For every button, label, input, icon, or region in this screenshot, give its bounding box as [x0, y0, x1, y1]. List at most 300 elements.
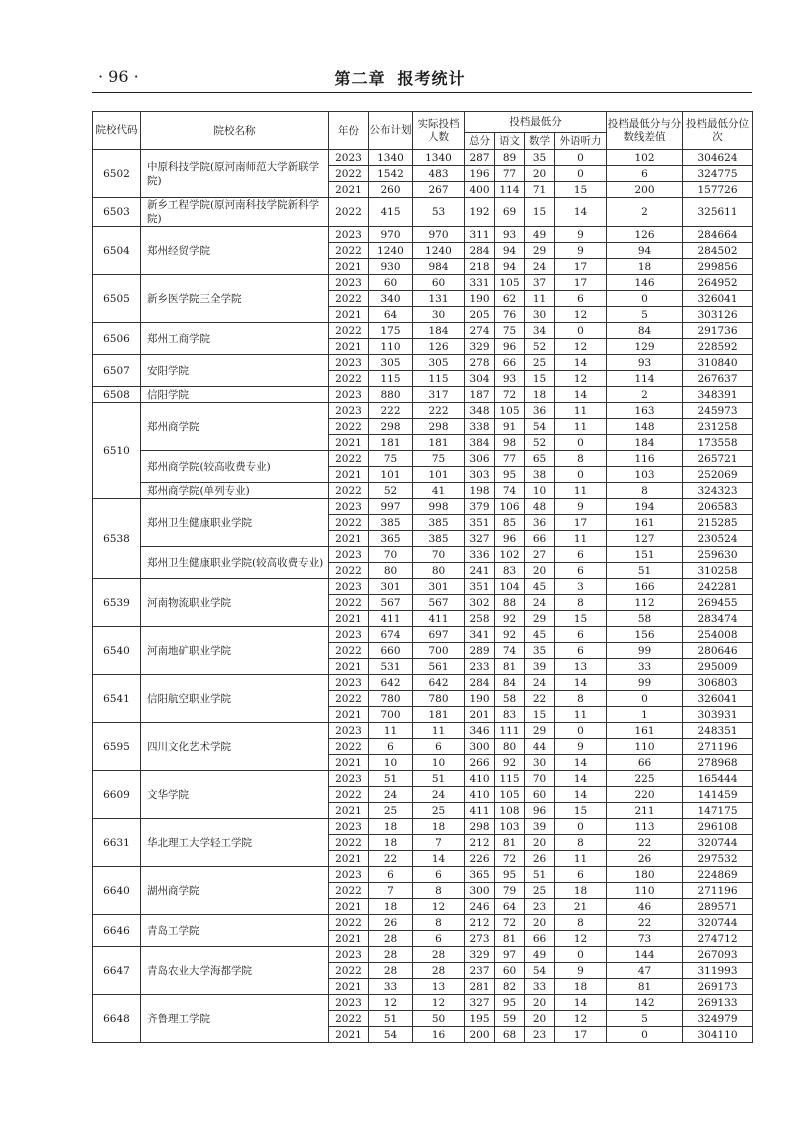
cell-listening: 15 — [555, 182, 607, 198]
cell-actual: 16 — [413, 1027, 465, 1043]
cell-rank: 291736 — [683, 323, 753, 339]
cell-total: 187 — [465, 387, 495, 403]
cell-listening: 17 — [555, 515, 607, 531]
cell-diff: 0 — [607, 1027, 683, 1043]
cell-plan: 7 — [369, 883, 413, 899]
cell-listening: 12 — [555, 307, 607, 323]
cell-rank: 224869 — [683, 867, 753, 883]
cell-math: 38 — [525, 467, 555, 483]
cell-rank: 245973 — [683, 403, 753, 419]
cell-diff: 129 — [607, 339, 683, 355]
cell-rank: 297532 — [683, 851, 753, 867]
col-header-year: 年份 — [329, 112, 369, 150]
school-code: 6503 — [93, 198, 141, 227]
cell-listening: 14 — [555, 387, 607, 403]
cell-math: 18 — [525, 387, 555, 403]
col-header-actual: 实际投档人数 — [413, 112, 465, 150]
cell-total: 384 — [465, 435, 495, 451]
cell-diff: 148 — [607, 419, 683, 435]
cell-total: 302 — [465, 595, 495, 611]
cell-diff: 200 — [607, 182, 683, 198]
cell-chinese: 84 — [495, 675, 525, 691]
cell-chinese: 83 — [495, 563, 525, 579]
cell-year: 2022 — [329, 371, 369, 387]
school-name: 文华学院 — [141, 771, 329, 819]
cell-rank: 304624 — [683, 150, 753, 166]
table-row — [93, 483, 753, 499]
cell-rank: 259630 — [683, 547, 753, 563]
cell-total: 329 — [465, 947, 495, 963]
cell-year: 2022 — [329, 243, 369, 259]
cell-plan: 531 — [369, 659, 413, 675]
cell-total: 411 — [465, 803, 495, 819]
cell-plan: 930 — [369, 259, 413, 275]
cell-total: 205 — [465, 307, 495, 323]
school-name: 郑州商学院 — [141, 403, 329, 451]
cell-diff: 194 — [607, 499, 683, 515]
cell-math: 52 — [525, 339, 555, 355]
cell-chinese: 97 — [495, 947, 525, 963]
cell-chinese: 93 — [495, 371, 525, 387]
cell-rank: 271196 — [683, 883, 753, 899]
cell-total: 298 — [465, 819, 495, 835]
cell-total: 200 — [465, 1027, 495, 1043]
cell-math: 33 — [525, 979, 555, 995]
school-name: 信阳航空职业学院 — [141, 675, 329, 723]
cell-math: 36 — [525, 515, 555, 531]
school-code: 6539 — [93, 579, 141, 627]
cell-total: 226 — [465, 851, 495, 867]
cell-year: 2021 — [329, 467, 369, 483]
cell-total: 327 — [465, 531, 495, 547]
cell-diff: 166 — [607, 579, 683, 595]
cell-rank: 248351 — [683, 723, 753, 739]
cell-diff: 102 — [607, 150, 683, 166]
cell-total: 341 — [465, 627, 495, 643]
school-name: 郑州商学院(较高收费专业) — [141, 451, 329, 483]
table-row — [93, 198, 753, 227]
cell-rank: 284502 — [683, 243, 753, 259]
cell-total: 351 — [465, 579, 495, 595]
cell-chinese: 94 — [495, 259, 525, 275]
cell-diff: 66 — [607, 755, 683, 771]
cell-listening: 8 — [555, 451, 607, 467]
school-name: 四川文化艺术学院 — [141, 723, 329, 771]
cell-total: 400 — [465, 182, 495, 198]
cell-actual: 6 — [413, 931, 465, 947]
cell-listening: 14 — [555, 355, 607, 371]
cell-plan: 222 — [369, 403, 413, 419]
cell-listening: 9 — [555, 963, 607, 979]
cell-diff: 18 — [607, 259, 683, 275]
cell-actual: 115 — [413, 371, 465, 387]
cell-diff: 26 — [607, 851, 683, 867]
cell-plan: 1340 — [369, 150, 413, 166]
cell-diff: 73 — [607, 931, 683, 947]
cell-chinese: 64 — [495, 899, 525, 915]
cell-actual: 181 — [413, 435, 465, 451]
school-code: 6595 — [93, 723, 141, 771]
cell-diff: 1 — [607, 707, 683, 723]
cell-year: 2022 — [329, 835, 369, 851]
cell-year: 2022 — [329, 963, 369, 979]
cell-listening: 0 — [555, 166, 607, 182]
cell-actual: 411 — [413, 611, 465, 627]
cell-year: 2023 — [329, 675, 369, 691]
cell-math: 44 — [525, 739, 555, 755]
cell-diff: 6 — [607, 166, 683, 182]
cell-chinese: 81 — [495, 931, 525, 947]
col-header-code: 院校代码 — [93, 112, 141, 150]
cell-listening: 6 — [555, 627, 607, 643]
cell-plan: 385 — [369, 515, 413, 531]
school-name: 信阳学院 — [141, 387, 329, 403]
school-code: 6507 — [93, 355, 141, 387]
cell-actual: 1340 — [413, 150, 465, 166]
cell-year: 2023 — [329, 579, 369, 595]
cell-year: 2022 — [329, 166, 369, 182]
cell-diff: 2 — [607, 198, 683, 227]
cell-plan: 51 — [369, 1011, 413, 1027]
cell-chinese: 93 — [495, 227, 525, 243]
cell-total: 410 — [465, 787, 495, 803]
cell-diff: 151 — [607, 547, 683, 563]
cell-total: 212 — [465, 915, 495, 931]
cell-year: 2021 — [329, 659, 369, 675]
cell-actual: 53 — [413, 198, 465, 227]
cell-plan: 305 — [369, 355, 413, 371]
cell-listening: 14 — [555, 675, 607, 691]
cell-listening: 6 — [555, 547, 607, 563]
cell-math: 66 — [525, 931, 555, 947]
school-code: 6640 — [93, 867, 141, 915]
cell-diff: 33 — [607, 659, 683, 675]
cell-listening: 18 — [555, 979, 607, 995]
cell-plan: 6 — [369, 867, 413, 883]
cell-total: 338 — [465, 419, 495, 435]
cell-actual: 567 — [413, 595, 465, 611]
cell-actual: 75 — [413, 451, 465, 467]
col-header-name: 院校名称 — [141, 112, 329, 150]
cell-rank: 271196 — [683, 739, 753, 755]
cell-math: 30 — [525, 755, 555, 771]
cell-total: 348 — [465, 403, 495, 419]
cell-year: 2021 — [329, 182, 369, 198]
cell-year: 2022 — [329, 323, 369, 339]
cell-rank: 274712 — [683, 931, 753, 947]
cell-total: 327 — [465, 995, 495, 1011]
cell-year: 2022 — [329, 451, 369, 467]
cell-plan: 997 — [369, 499, 413, 515]
cell-total: 336 — [465, 547, 495, 563]
school-name: 郑州商学院(单列专业) — [141, 483, 329, 499]
col-header-listening: 外语听力 — [555, 133, 607, 150]
cell-plan: 411 — [369, 611, 413, 627]
school-name: 郑州工商学院 — [141, 323, 329, 355]
cell-plan: 25 — [369, 803, 413, 819]
school-name: 华北理工大学轻工学院 — [141, 819, 329, 867]
cell-plan: 26 — [369, 915, 413, 931]
cell-actual: 70 — [413, 547, 465, 563]
cell-diff: 0 — [607, 291, 683, 307]
cell-plan: 567 — [369, 595, 413, 611]
cell-total: 212 — [465, 835, 495, 851]
cell-rank: 299856 — [683, 259, 753, 275]
cell-listening: 14 — [555, 755, 607, 771]
page-number: · 96 · — [98, 67, 139, 86]
cell-total: 190 — [465, 691, 495, 707]
cell-plan: 70 — [369, 547, 413, 563]
cell-math: 26 — [525, 851, 555, 867]
cell-listening: 8 — [555, 915, 607, 931]
cell-math: 34 — [525, 323, 555, 339]
school-name: 青岛工学院 — [141, 915, 329, 947]
cell-actual: 483 — [413, 166, 465, 182]
cell-plan: 101 — [369, 467, 413, 483]
cell-diff: 99 — [607, 675, 683, 691]
cell-diff: 156 — [607, 627, 683, 643]
cell-listening: 9 — [555, 227, 607, 243]
cell-diff: 46 — [607, 899, 683, 915]
cell-diff: 22 — [607, 915, 683, 931]
cell-plan: 75 — [369, 451, 413, 467]
cell-plan: 28 — [369, 947, 413, 963]
cell-actual: 13 — [413, 979, 465, 995]
cell-rank: 269455 — [683, 595, 753, 611]
cell-rank: 267637 — [683, 371, 753, 387]
cell-total: 329 — [465, 339, 495, 355]
cell-year: 2021 — [329, 851, 369, 867]
cell-year: 2022 — [329, 595, 369, 611]
cell-listening: 8 — [555, 835, 607, 851]
cell-listening: 11 — [555, 419, 607, 435]
cell-total: 303 — [465, 467, 495, 483]
cell-math: 20 — [525, 995, 555, 1011]
cell-diff: 180 — [607, 867, 683, 883]
cell-year: 2022 — [329, 915, 369, 931]
cell-math: 49 — [525, 947, 555, 963]
cell-listening: 11 — [555, 483, 607, 499]
cell-total: 281 — [465, 979, 495, 995]
cell-diff: 225 — [607, 771, 683, 787]
cell-rank: 228592 — [683, 339, 753, 355]
cell-actual: 184 — [413, 323, 465, 339]
cell-chinese: 77 — [495, 166, 525, 182]
cell-chinese: 91 — [495, 419, 525, 435]
cell-actual: 317 — [413, 387, 465, 403]
admission-statistics-table — [92, 111, 753, 1043]
cell-math: 65 — [525, 451, 555, 467]
table-row — [93, 355, 753, 371]
cell-chinese: 85 — [495, 515, 525, 531]
cell-total: 241 — [465, 563, 495, 579]
cell-actual: 6 — [413, 739, 465, 755]
table-row — [93, 771, 753, 787]
school-code: 6510 — [93, 403, 141, 499]
cell-total: 351 — [465, 515, 495, 531]
cell-listening: 0 — [555, 150, 607, 166]
cell-actual: 28 — [413, 947, 465, 963]
cell-chinese: 92 — [495, 627, 525, 643]
cell-math: 35 — [525, 150, 555, 166]
school-code: 6506 — [93, 323, 141, 355]
cell-math: 54 — [525, 419, 555, 435]
cell-listening: 8 — [555, 691, 607, 707]
cell-year: 2023 — [329, 771, 369, 787]
cell-plan: 700 — [369, 707, 413, 723]
cell-math: 10 — [525, 483, 555, 499]
cell-year: 2023 — [329, 275, 369, 291]
cell-diff: 93 — [607, 355, 683, 371]
cell-rank: 310258 — [683, 563, 753, 579]
cell-chinese: 66 — [495, 355, 525, 371]
cell-math: 96 — [525, 803, 555, 819]
cell-plan: 80 — [369, 563, 413, 579]
cell-math: 24 — [525, 675, 555, 691]
cell-diff: 47 — [607, 963, 683, 979]
cell-math: 25 — [525, 355, 555, 371]
cell-listening: 14 — [555, 787, 607, 803]
section-title: 报考统计 — [397, 69, 466, 88]
cell-chinese: 108 — [495, 803, 525, 819]
cell-total: 195 — [465, 1011, 495, 1027]
table-row — [93, 451, 753, 467]
cell-actual: 298 — [413, 419, 465, 435]
cell-year: 2023 — [329, 995, 369, 1011]
cell-plan: 1542 — [369, 166, 413, 182]
cell-chinese: 80 — [495, 739, 525, 755]
cell-total: 346 — [465, 723, 495, 739]
cell-year: 2021 — [329, 899, 369, 915]
cell-math: 29 — [525, 611, 555, 627]
cell-chinese: 105 — [495, 403, 525, 419]
table-row — [93, 227, 753, 243]
school-code: 6631 — [93, 819, 141, 867]
cell-diff: 112 — [607, 595, 683, 611]
cell-actual: 301 — [413, 579, 465, 595]
cell-actual: 51 — [413, 771, 465, 787]
cell-rank: 326041 — [683, 691, 753, 707]
school-name: 中原科技学院(原河南师范大学新联学院) — [141, 150, 329, 198]
cell-actual: 18 — [413, 819, 465, 835]
cell-diff: 161 — [607, 515, 683, 531]
cell-year: 2022 — [329, 483, 369, 499]
cell-plan: 6 — [369, 739, 413, 755]
cell-rank: 267093 — [683, 947, 753, 963]
cell-actual: 984 — [413, 259, 465, 275]
cell-rank: 165444 — [683, 771, 753, 787]
cell-rank: 230524 — [683, 531, 753, 547]
school-name: 河南物流职业学院 — [141, 579, 329, 627]
cell-total: 365 — [465, 867, 495, 883]
cell-year: 2023 — [329, 627, 369, 643]
cell-diff: 110 — [607, 739, 683, 755]
cell-rank: 311993 — [683, 963, 753, 979]
cell-chinese: 98 — [495, 435, 525, 451]
cell-math: 20 — [525, 835, 555, 851]
cell-plan: 52 — [369, 483, 413, 499]
cell-listening: 17 — [555, 259, 607, 275]
cell-math: 25 — [525, 883, 555, 899]
cell-rank: 304110 — [683, 1027, 753, 1043]
col-header-min-score: 投档最低分 — [465, 112, 607, 133]
cell-chinese: 95 — [495, 867, 525, 883]
cell-diff: 81 — [607, 979, 683, 995]
table-row — [93, 499, 753, 515]
cell-listening: 17 — [555, 1027, 607, 1043]
school-name: 郑州卫生健康职业学院(较高收费专业) — [141, 547, 329, 579]
cell-actual: 385 — [413, 531, 465, 547]
cell-year: 2021 — [329, 307, 369, 323]
cell-actual: 697 — [413, 627, 465, 643]
cell-actual: 12 — [413, 995, 465, 1011]
cell-listening: 11 — [555, 403, 607, 419]
cell-listening: 3 — [555, 579, 607, 595]
cell-chinese: 96 — [495, 531, 525, 547]
school-code: 6504 — [93, 227, 141, 275]
cell-chinese: 103 — [495, 819, 525, 835]
cell-math: 20 — [525, 563, 555, 579]
cell-plan: 340 — [369, 291, 413, 307]
cell-plan: 51 — [369, 771, 413, 787]
cell-plan: 674 — [369, 627, 413, 643]
cell-listening: 18 — [555, 883, 607, 899]
table-row — [93, 675, 753, 691]
cell-plan: 28 — [369, 931, 413, 947]
table-row — [93, 387, 753, 403]
school-name: 郑州经贸学院 — [141, 227, 329, 275]
cell-total: 273 — [465, 931, 495, 947]
cell-listening: 12 — [555, 1011, 607, 1027]
cell-diff: 146 — [607, 275, 683, 291]
cell-diff: 142 — [607, 995, 683, 1011]
cell-plan: 22 — [369, 851, 413, 867]
cell-actual: 970 — [413, 227, 465, 243]
cell-actual: 780 — [413, 691, 465, 707]
cell-math: 20 — [525, 915, 555, 931]
cell-plan: 60 — [369, 275, 413, 291]
header-rule — [92, 92, 752, 93]
cell-listening: 17 — [555, 275, 607, 291]
cell-listening: 14 — [555, 771, 607, 787]
cell-plan: 115 — [369, 371, 413, 387]
cell-actual: 11 — [413, 723, 465, 739]
table-row — [93, 275, 753, 291]
cell-diff: 0 — [607, 691, 683, 707]
table-row — [93, 915, 753, 931]
cell-math: 29 — [525, 243, 555, 259]
cell-chinese: 82 — [495, 979, 525, 995]
cell-rank: 265721 — [683, 451, 753, 467]
header-row-1 — [93, 112, 753, 133]
cell-math: 39 — [525, 659, 555, 675]
cell-chinese: 92 — [495, 755, 525, 771]
table-row — [93, 150, 753, 166]
cell-total: 192 — [465, 198, 495, 227]
cell-total: 300 — [465, 883, 495, 899]
cell-math: 15 — [525, 707, 555, 723]
cell-plan: 28 — [369, 963, 413, 979]
cell-chinese: 81 — [495, 659, 525, 675]
cell-diff: 127 — [607, 531, 683, 547]
cell-math: 54 — [525, 963, 555, 979]
cell-math: 15 — [525, 198, 555, 227]
cell-plan: 880 — [369, 387, 413, 403]
cell-total: 278 — [465, 355, 495, 371]
cell-year: 2023 — [329, 150, 369, 166]
cell-rank: 325611 — [683, 198, 753, 227]
school-name: 新乡工程学院(原河南科技学院新科学院) — [141, 198, 329, 227]
